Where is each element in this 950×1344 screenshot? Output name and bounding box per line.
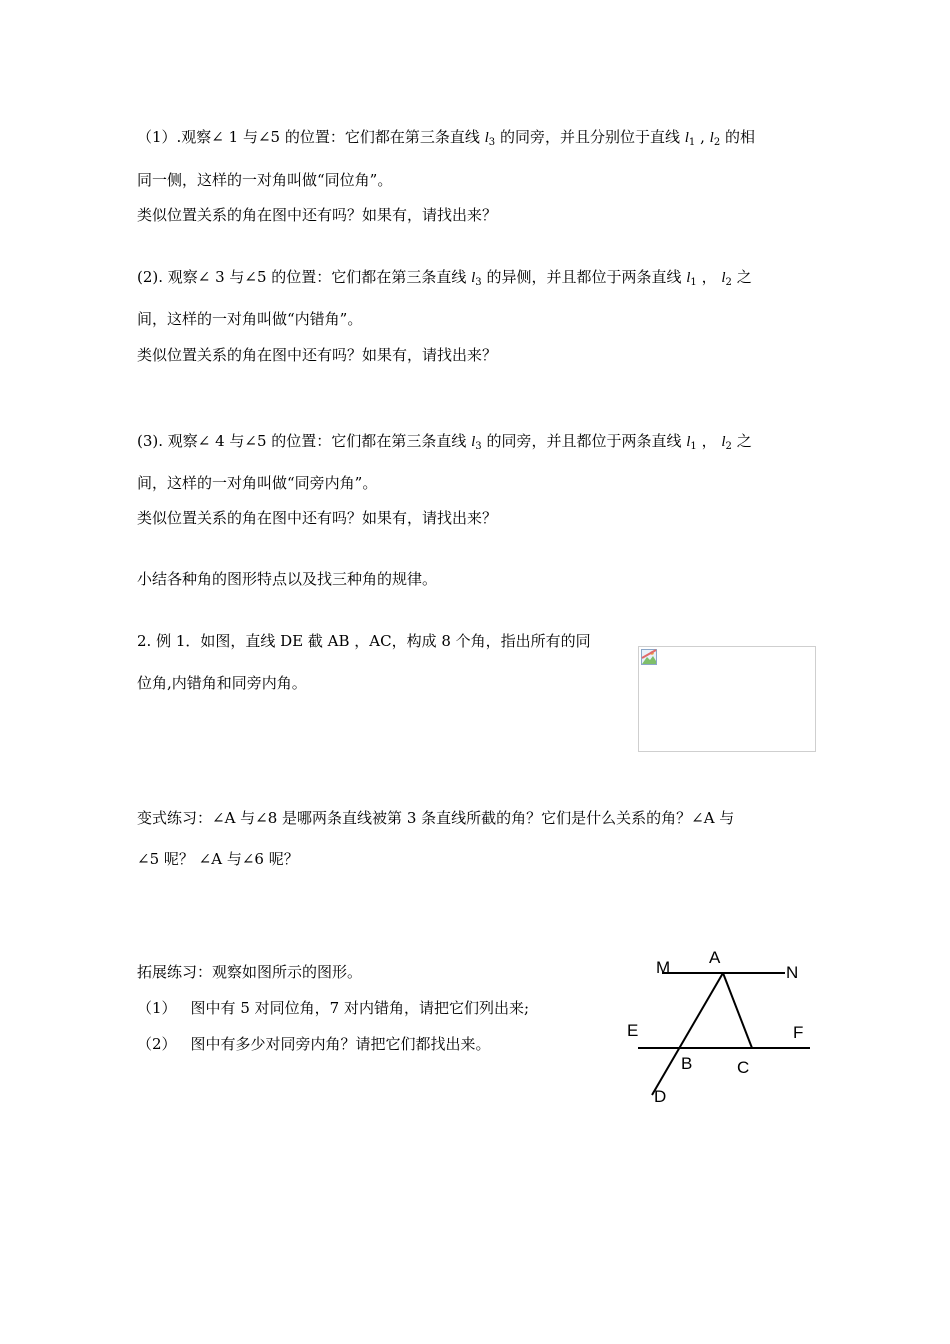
separator: ，	[701, 268, 717, 286]
separator: ,	[700, 128, 705, 146]
label-m: M	[656, 958, 671, 977]
section2-line1	[137, 267, 752, 293]
line-l1-symbol: l	[686, 270, 691, 286]
label-d: D	[654, 1087, 667, 1106]
section2-text-a: (2). 观察∠ 3 与∠5 的位置：它们都在第三条直线	[137, 268, 467, 286]
section3-text-a: (3). 观察∠ 4 与∠5 的位置：它们都在第三条直线	[137, 432, 467, 450]
section1-question: 类似位置关系的角在图中还有吗？如果有，请找出来？	[137, 206, 498, 224]
line-l2-symbol: l	[721, 270, 726, 286]
broken-image-placeholder	[638, 646, 816, 752]
line-l3-subscript: 3	[475, 441, 482, 452]
section2-text-b: 的异侧，并且都位于两条直线	[486, 268, 682, 286]
label-a: A	[709, 948, 721, 967]
section2-text-c: 之	[736, 268, 752, 286]
item-text: 图中有多少对同旁内角？请把它们都找出来。	[190, 1035, 491, 1053]
line-l2-subscript: 2	[713, 137, 721, 148]
line-l3-symbol: l	[484, 130, 489, 146]
extension-item	[137, 1034, 491, 1054]
example-line2: 位角,内错角和同旁内角。	[137, 674, 307, 692]
item-number: （2）	[137, 1035, 177, 1053]
extension-title: 拓展练习：观察如图所示的图形。	[137, 963, 363, 981]
section1-text-c: 的相	[724, 128, 755, 146]
section1-line2: 同一侧，这样的一对角叫做“同位角”。	[137, 171, 393, 189]
section3-text-b: 的同旁，并且都位于两条直线	[486, 432, 682, 450]
line-ac	[723, 973, 752, 1048]
item-text: 图中有 5 对同位角，7 对内错角，请把它们列出来;	[190, 999, 529, 1017]
section2-line2: 间，这样的一对角叫做“内错角”。	[137, 310, 363, 328]
line-l1-symbol: l	[684, 130, 689, 146]
line-l2-subscript: 2	[725, 277, 732, 288]
geometry-figure	[620, 945, 820, 1110]
line-l2-symbol: l	[709, 130, 714, 146]
line-l3-symbol: l	[471, 270, 476, 286]
section3-question: 类似位置关系的角在图中还有吗？如果有，请找出来？	[137, 509, 498, 527]
label-e: E	[627, 1021, 639, 1040]
example-line1: 2. 例 1．如图，直线 DE 截 AB ，AC，构成 8 个角，指出所有的同	[137, 632, 591, 650]
label-c: C	[737, 1058, 750, 1077]
variant-line2: ∠5 呢？ ∠A 与∠6 呢？	[137, 850, 299, 868]
section1-line1	[137, 127, 755, 153]
section3-line2: 间，这样的一对角叫做“同旁内角”。	[137, 474, 378, 492]
line-l1-subscript: 1	[688, 137, 696, 148]
line-l2-symbol: l	[721, 434, 726, 450]
line-l2-subscript: 2	[725, 441, 732, 452]
label-n: N	[786, 963, 799, 982]
line-l3-symbol: l	[471, 434, 476, 450]
extension-item	[137, 998, 529, 1018]
section3-line1	[137, 431, 752, 457]
section1-text-b: 的同旁，并且分别位于直线	[499, 128, 680, 146]
line-l3-subscript: 3	[488, 137, 496, 148]
label-f: F	[793, 1023, 804, 1042]
variant-line1: 变式练习：∠A 与∠8 是哪两条直线被第 3 条直线所截的角？它们是什么关系的角？∠A 与	[137, 809, 735, 827]
line-l1-symbol: l	[686, 434, 691, 450]
line-l1-subscript: 1	[690, 277, 697, 288]
section1-text-a: （1）.观察∠ 1 与∠5 的位置：它们都在第三条直线	[137, 128, 480, 146]
line-l3-subscript: 3	[475, 277, 482, 288]
item-number: （1）	[137, 999, 177, 1017]
label-b: B	[681, 1054, 693, 1073]
broken-image-icon	[641, 649, 657, 665]
summary-text: 小结各种角的图形特点以及找三种角的规律。	[137, 570, 438, 588]
section2-question: 类似位置关系的角在图中还有吗？如果有，请找出来？	[137, 346, 498, 364]
line-ad	[652, 973, 723, 1095]
section3-text-c: 之	[736, 432, 752, 450]
separator: ，	[701, 432, 717, 450]
line-l1-subscript: 1	[690, 441, 697, 452]
